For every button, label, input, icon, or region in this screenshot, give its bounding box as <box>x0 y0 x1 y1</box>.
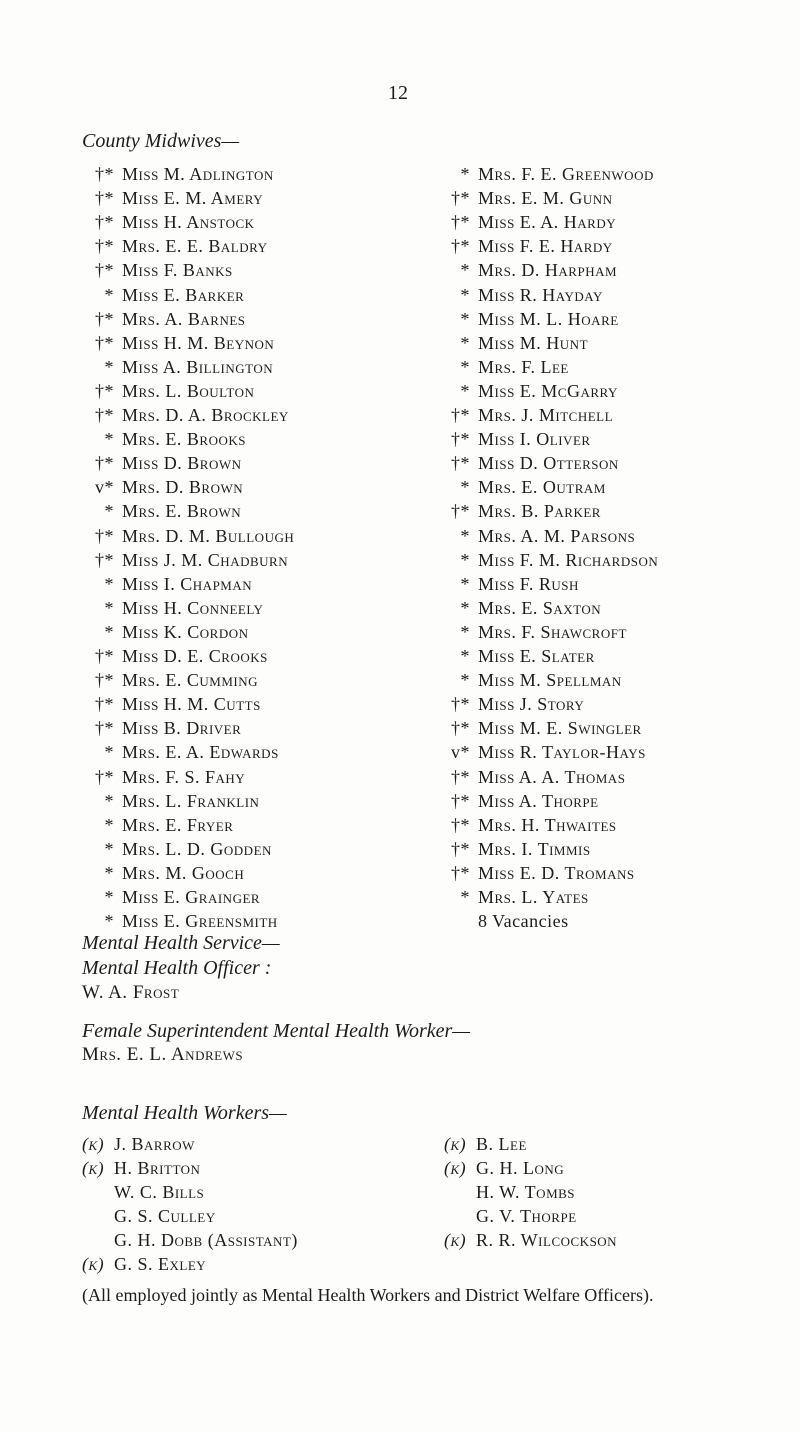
entry-name: Miss J. M. Chadburn <box>122 549 289 570</box>
entry-name: Miss M. E. Swingler <box>478 718 642 739</box>
midwife-entry <box>82 474 243 500</box>
entry-name: 8 Vacancies <box>478 911 569 932</box>
midwife-entry <box>438 474 606 500</box>
entry-name: Miss I. Chapman <box>122 573 253 594</box>
midwife-entry <box>82 161 274 187</box>
entry-mark: †* <box>451 429 470 450</box>
entry-mark: †* <box>451 236 470 257</box>
entry-mark: †* <box>451 814 470 835</box>
midwife-entry <box>438 330 588 356</box>
midwife-entry <box>82 450 242 476</box>
entry-mark: †* <box>451 212 470 233</box>
worker-entry <box>82 1131 195 1157</box>
entry-mark: (k) <box>444 1158 467 1178</box>
entry-name: Miss E. McGarry <box>478 380 618 401</box>
midwife-entry <box>438 691 584 717</box>
midwife-entry <box>82 378 254 404</box>
entry-name: Mrs. F. Shawcroft <box>478 621 627 642</box>
worker-entry <box>82 1179 204 1205</box>
midwife-entry <box>82 402 289 428</box>
entry-mark: * <box>460 525 470 546</box>
entry-name: Mrs. L. D. Godden <box>122 838 272 859</box>
entry-mark: †* <box>95 718 114 739</box>
worker-entry <box>82 1155 200 1181</box>
worker-entry <box>444 1227 617 1253</box>
midwife-entry <box>438 282 603 308</box>
entry-name: Miss H. Conneely <box>122 597 264 618</box>
entry-name: Miss E. A. Hardy <box>478 212 617 233</box>
entry-mark: * <box>460 597 470 618</box>
entry-name: Miss F. E. Hardy <box>478 236 613 257</box>
entry-name: Mrs. D. A. Brockley <box>122 405 289 425</box>
midwife-entry <box>438 860 635 886</box>
entry-mark: †* <box>95 525 114 546</box>
entry-name: Mrs. F. E. Greenwood <box>478 164 654 184</box>
entry-mark: †* <box>95 212 114 233</box>
entry-mark: * <box>460 164 470 184</box>
midwife-entry <box>438 571 579 597</box>
entry-name: Mrs. E. Outram <box>478 477 606 498</box>
entry-name: Miss E. D. Tromans <box>478 862 635 883</box>
entry-mark: * <box>460 332 470 353</box>
entry-mark: * <box>104 911 114 932</box>
county-midwives-heading: County Midwives— <box>82 130 240 152</box>
entry-mark: * <box>460 284 470 305</box>
midwife-entry <box>438 378 618 404</box>
worker-entry <box>444 1179 575 1205</box>
entry-mark: * <box>460 308 470 329</box>
entry-name: H. W. Tombs <box>476 1182 576 1202</box>
midwife-entry <box>82 185 263 211</box>
entry-name: Miss E. Grainger <box>122 887 261 907</box>
entry-mark: (k) <box>444 1134 467 1154</box>
entry-mark: †* <box>95 453 114 474</box>
entry-mark: †* <box>95 694 114 715</box>
midwife-entry <box>82 739 279 765</box>
midwife-entry <box>438 619 627 645</box>
entry-mark: v* <box>95 477 114 498</box>
entry-name: W. C. Bills <box>114 1182 205 1202</box>
entry-mark: †* <box>95 670 114 691</box>
entry-mark: †* <box>95 380 114 401</box>
entry-mark: (k) <box>82 1134 105 1154</box>
entry-name: Mrs. E. Brown <box>122 501 242 522</box>
entry-name: Miss D. Brown <box>122 453 242 474</box>
entry-mark: †* <box>95 260 114 281</box>
entry-name: Mrs. L. Boulton <box>122 380 255 401</box>
midwife-entry <box>438 836 591 862</box>
midwife-entry <box>438 812 617 838</box>
midwife-entry <box>82 282 244 308</box>
entry-name: Mrs. H. Thwaites <box>478 814 617 835</box>
entry-name: G. S. Exley <box>114 1254 207 1274</box>
midwife-entry <box>438 643 595 669</box>
midwife-entry <box>82 595 263 621</box>
midwife-entry <box>82 836 272 862</box>
entry-name: Miss F. Banks <box>122 260 233 281</box>
midwife-entry <box>82 643 268 669</box>
midwife-entry <box>82 354 273 380</box>
entry-name: Mrs. E. Cumming <box>122 670 259 691</box>
entry-mark: * <box>460 573 470 594</box>
entry-name: Miss M. Spellman <box>478 670 622 691</box>
entry-name: Mrs. E. A. Edwards <box>122 742 279 763</box>
midwife-entry <box>438 209 616 235</box>
entry-mark: v* <box>451 742 470 763</box>
entry-name: Miss E. Slater <box>478 646 595 666</box>
entry-name: Mrs. E. Saxton <box>478 597 602 618</box>
entry-mark: * <box>104 887 114 907</box>
entry-mark: (k) <box>82 1158 105 1178</box>
entry-mark: †* <box>451 405 470 425</box>
worker-entry <box>82 1203 216 1229</box>
midwife-entry <box>438 547 658 573</box>
mental-health-workers-heading: Mental Health Workers— <box>82 1102 287 1124</box>
entry-mark: †* <box>451 790 470 811</box>
entry-name: Mrs. F. Lee <box>478 356 569 377</box>
entry-mark: * <box>460 356 470 377</box>
midwife-entry <box>438 764 625 790</box>
mental-health-officer-title: Mental Health Officer : <box>82 957 272 979</box>
entry-name: Mrs. D. Brown <box>122 477 244 498</box>
entry-name: Mrs. D. M. Bullough <box>122 525 295 546</box>
entry-mark: †* <box>451 453 470 474</box>
midwife-entry <box>82 571 252 597</box>
midwife-entry <box>438 257 617 283</box>
entry-mark: †* <box>95 549 114 570</box>
midwife-entry <box>82 330 274 356</box>
midwife-entry <box>82 306 246 332</box>
superintendent-title: Female Superintendent Mental Health Worker— <box>82 1020 471 1042</box>
entry-name: Miss I. Oliver <box>478 429 591 450</box>
entry-name: Mrs. D. Harpham <box>478 260 618 281</box>
entry-mark: * <box>460 260 470 281</box>
worker-entry <box>444 1155 564 1181</box>
worker-entry <box>444 1203 577 1229</box>
midwife-entry <box>438 788 599 814</box>
entry-mark: †* <box>95 308 114 329</box>
employment-note: (All employed jointly as Mental Health Workers and District Welfare Officers). <box>82 1285 654 1305</box>
entry-mark: * <box>104 621 114 642</box>
midwife-entry <box>82 547 288 573</box>
midwife-entry <box>438 908 569 934</box>
midwife-entry <box>82 691 261 717</box>
entry-mark: * <box>104 573 114 594</box>
midwife-entry <box>82 619 249 645</box>
entry-name: Mrs. B. Parker <box>478 501 601 522</box>
entry-mark: * <box>460 380 470 401</box>
midwife-entry <box>82 209 255 235</box>
entry-name: Mrs. J. Mitchell <box>478 405 614 425</box>
entry-name: H. Britton <box>114 1158 201 1178</box>
midwife-entry <box>438 523 635 549</box>
midwife-entry <box>82 860 244 886</box>
entry-name: Mrs. A. Barnes <box>122 308 246 329</box>
midwife-entry <box>82 788 259 814</box>
page-number: 12 <box>388 82 408 104</box>
entry-name: Miss A. Billington <box>122 356 274 377</box>
entry-name: Miss M. Adlington <box>122 164 274 184</box>
entry-name: Miss E. M. Amery <box>122 188 264 209</box>
entry-mark: †* <box>95 188 114 209</box>
entry-name: Miss K. Cordon <box>122 621 249 642</box>
entry-mark: †* <box>451 188 470 209</box>
entry-mark: †* <box>95 236 114 257</box>
superintendent-name: Mrs. E. L. Andrews <box>82 1044 244 1065</box>
entry-name: Mrs. I. Timmis <box>478 838 591 859</box>
midwife-entry <box>438 739 646 765</box>
entry-mark: * <box>104 814 114 835</box>
entry-mark: * <box>104 790 114 811</box>
midwife-entry <box>82 764 245 790</box>
midwife-entry <box>438 667 622 693</box>
entry-name: R. R. Wilcockson <box>476 1230 618 1250</box>
midwife-entry <box>82 715 241 741</box>
midwife-entry <box>438 715 642 741</box>
entry-name: Mrs. E. M. Gunn <box>478 188 613 209</box>
midwife-entry <box>438 161 654 187</box>
entry-name: G. V. Thorpe <box>476 1206 577 1226</box>
entry-mark: †* <box>451 838 470 859</box>
midwife-entry <box>438 185 613 211</box>
entry-name: Miss H. M. Cutts <box>122 694 261 715</box>
entry-mark: * <box>460 646 470 666</box>
entry-name: Mrs. E. Fryer <box>122 814 234 835</box>
entry-name: Mrs. L. Yates <box>478 887 589 907</box>
midwife-entry <box>438 595 601 621</box>
entry-name: Miss M. Hunt <box>478 332 589 353</box>
worker-entry <box>444 1131 527 1157</box>
midwife-entry <box>82 233 267 259</box>
midwife-entry <box>438 426 591 452</box>
entry-name: G. H. Dobb (Assistant) <box>114 1230 298 1250</box>
mental-health-officer-name: W. A. Frost <box>82 982 180 1003</box>
entry-mark: †* <box>95 646 114 666</box>
entry-mark: * <box>104 862 114 883</box>
entry-name: Miss A. Thorpe <box>478 790 599 811</box>
entry-mark: * <box>460 670 470 691</box>
entry-name: Miss E. Greensmith <box>122 911 278 932</box>
entry-mark: * <box>460 549 470 570</box>
midwife-entry <box>438 354 569 380</box>
entry-name: J. Barrow <box>114 1134 195 1154</box>
midwife-entry <box>82 523 294 549</box>
midwife-entry <box>438 498 601 524</box>
entry-name: Mrs. L. Franklin <box>122 790 260 811</box>
entry-mark: †* <box>95 405 114 425</box>
entry-mark: * <box>104 597 114 618</box>
entry-mark: * <box>460 477 470 498</box>
midwife-entry <box>438 402 613 428</box>
entry-name: G. S. Culley <box>114 1206 216 1226</box>
entry-name: Miss M. L. Hoare <box>478 308 619 329</box>
entry-name: Miss D. Otterson <box>478 453 619 474</box>
entry-name: Miss D. E. Crooks <box>122 646 268 666</box>
entry-mark: * <box>104 284 114 305</box>
entry-mark: * <box>104 356 114 377</box>
entry-name: Miss A. A. Thomas <box>478 766 626 787</box>
entry-mark: (k) <box>444 1230 467 1250</box>
midwife-entry <box>82 257 233 283</box>
midwife-entry <box>82 667 258 693</box>
entry-mark: †* <box>451 766 470 787</box>
midwife-entry <box>82 812 233 838</box>
entry-mark: (k) <box>82 1254 105 1274</box>
entry-name: Miss H. M. Beynon <box>122 332 275 353</box>
entry-mark: †* <box>451 862 470 883</box>
entry-name: Mrs. E. E. Baldry <box>122 236 268 257</box>
entry-name: Mrs. E. Brooks <box>122 429 246 450</box>
worker-entry <box>82 1251 206 1277</box>
entry-name: Miss R. Taylor-Hays <box>478 742 646 763</box>
entry-mark: * <box>460 887 470 907</box>
entry-mark: * <box>104 742 114 763</box>
entry-name: Miss J. Story <box>478 694 585 715</box>
entry-name: Mrs. F. S. Fahy <box>122 766 246 787</box>
midwife-entry <box>82 884 260 910</box>
midwife-entry <box>438 884 589 910</box>
midwife-entry <box>438 306 619 332</box>
entry-mark: * <box>104 429 114 450</box>
entry-mark: * <box>104 838 114 859</box>
entry-name: Miss F. Rush <box>478 573 579 594</box>
entry-mark: †* <box>95 332 114 353</box>
midwife-entry <box>438 233 613 259</box>
midwife-entry <box>82 498 241 524</box>
entry-mark: †* <box>95 766 114 787</box>
midwife-entry <box>82 908 278 934</box>
entry-name: Mrs. M. Gooch <box>122 862 245 883</box>
entry-mark: †* <box>451 718 470 739</box>
midwife-entry <box>82 426 246 452</box>
entry-name: Miss F. M. Richardson <box>478 549 659 570</box>
mental-health-service-heading: Mental Health Service— <box>82 932 280 954</box>
entry-mark: †* <box>451 501 470 522</box>
worker-entry <box>82 1227 298 1253</box>
entry-name: Mrs. A. M. Parsons <box>478 525 636 546</box>
entry-name: Miss H. Anstock <box>122 212 255 233</box>
entry-name: Miss B. Driver <box>122 718 242 739</box>
entry-name: Miss R. Hayday <box>478 284 603 305</box>
entry-mark: †* <box>451 694 470 715</box>
entry-name: B. Lee <box>476 1134 527 1154</box>
midwife-entry <box>438 450 619 476</box>
entry-name: Miss E. Barker <box>122 284 245 305</box>
entry-mark: * <box>104 501 114 522</box>
entry-name: G. H. Long <box>476 1158 565 1178</box>
entry-mark: †* <box>95 164 114 184</box>
entry-mark: * <box>460 621 470 642</box>
